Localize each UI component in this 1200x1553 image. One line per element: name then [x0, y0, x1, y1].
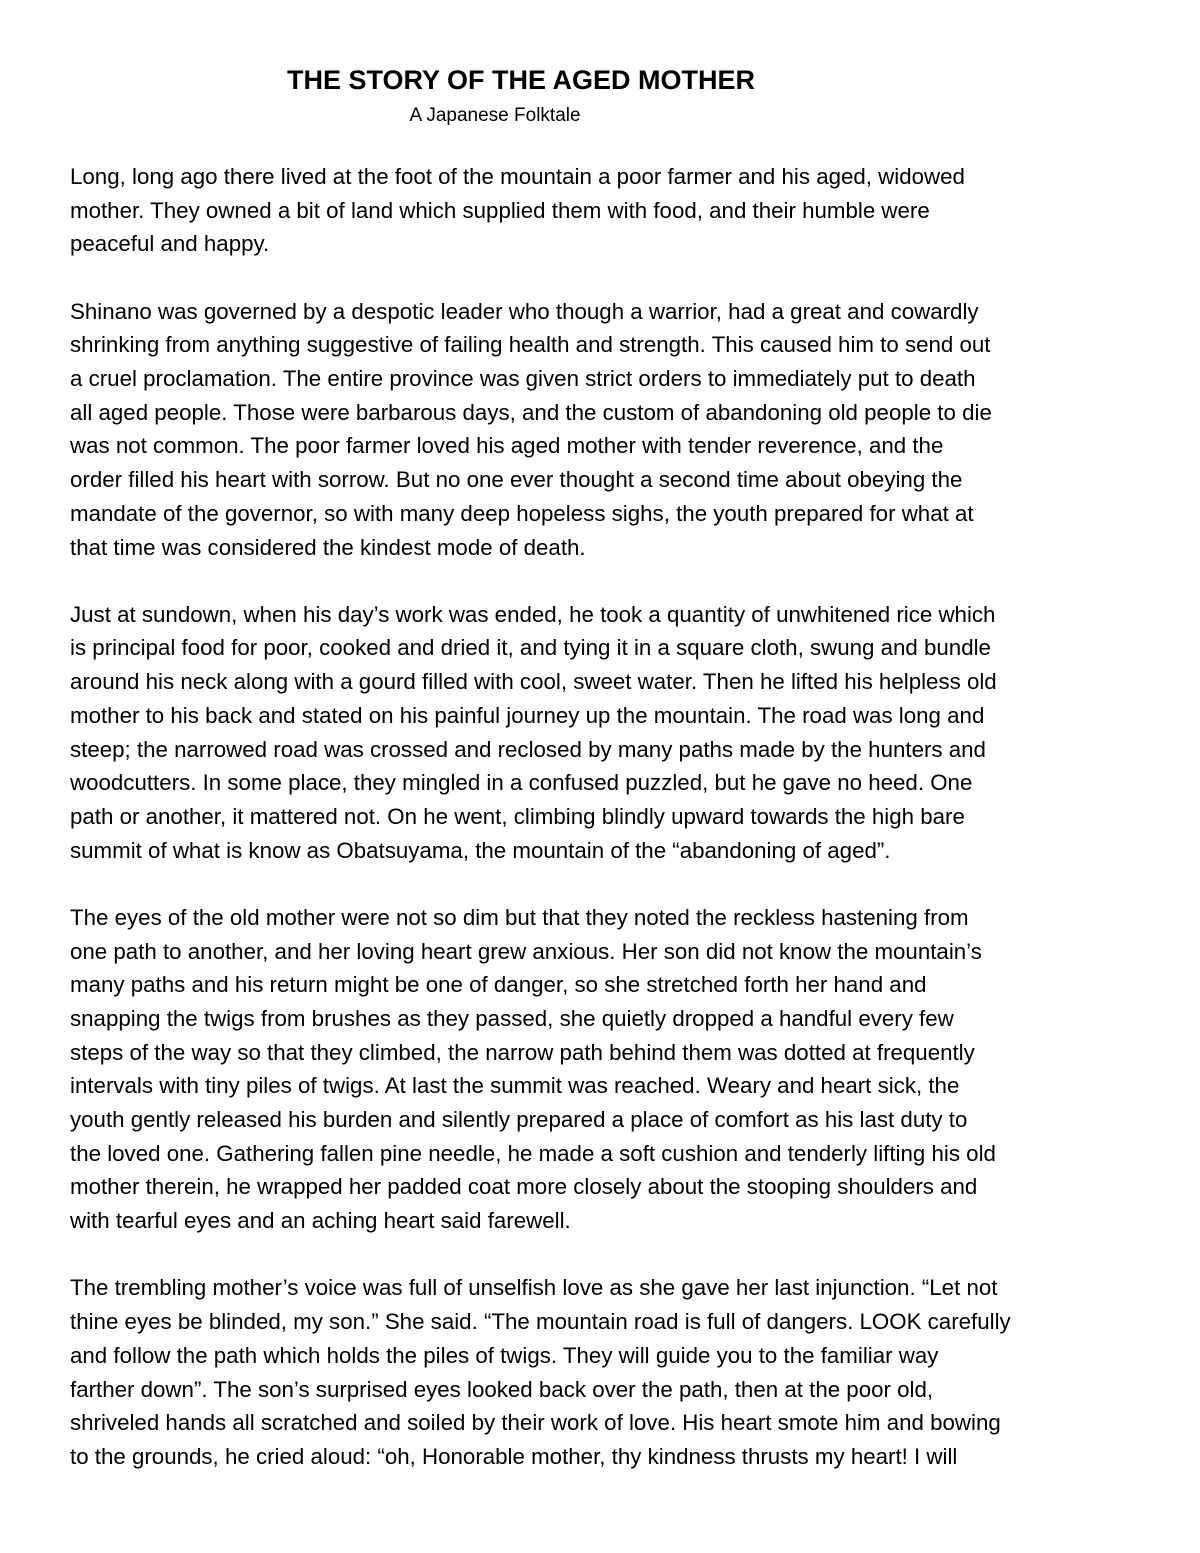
text-line: Shinano was governed by a despotic leader who though a warrior, had a great and cowardly — [70, 298, 979, 324]
paragraph-1 — [70, 160, 1145, 261]
text-line: Just at sundown, when his day’s work was ended, he took a quantity of unwhitened rice which — [70, 601, 996, 627]
text-line: thine eyes be blinded, my son.” She said. “The mountain road is full of dangers. LOOK carefully — [70, 1309, 1011, 1335]
paragraph-3 — [70, 598, 1145, 868]
text-line: and follow the path which holds the piles of twigs. They will guide you to the familiar way — [70, 1342, 939, 1368]
text-line: farther down”. The son’s surprised eyes looked back over the path, then at the poor old, — [70, 1376, 934, 1402]
text-line: the loved one. Gathering fallen pine needle, he made a soft cushion and tenderly lifting his old — [70, 1140, 996, 1166]
text-line: steep; the narrowed road was crossed and reclosed by many paths made by the hunters and — [70, 736, 986, 762]
text-line: steps of the way so that they climbed, the narrow path behind them was dotted at frequently — [70, 1039, 975, 1065]
text-line: intervals with tiny piles of twigs. At last the summit was reached. Weary and heart sick, the — [70, 1073, 960, 1099]
document-subtitle: A Japanese Folktale — [409, 105, 581, 126]
document-title: THE STORY OF THE AGED MOTHER — [286, 65, 756, 95]
text-line: The trembling mother’s voice was full of unselfish love as she gave her last injunction. “Let not — [70, 1275, 998, 1301]
text-line: with tearful eyes and an aching heart said farewell. — [70, 1208, 571, 1234]
text-line: mother. They owned a bit of land which supplied them with food, and their humble were — [70, 197, 930, 223]
text-line: shrinking from anything suggestive of failing health and strength. This caused him to send out — [70, 332, 991, 358]
text-line: summit of what is know as Obatsuyama, the mountain of the “abandoning of aged”. — [70, 837, 891, 863]
paragraph-2 — [70, 295, 1145, 565]
text-line: path or another, it mattered not. On he went, climbing blindly upward towards the high bare — [70, 803, 965, 829]
paragraph-4 — [70, 901, 1145, 1238]
text-line: shriveled hands all scratched and soiled by their work of love. His heart smote him and bowing — [70, 1410, 1001, 1436]
text-line: is principal food for poor, cooked and dried it, and tying it in a square cloth, swung and bundle — [70, 635, 991, 661]
text-line: snapping the twigs from brushes as they passed, she quietly dropped a handful every few — [70, 1005, 954, 1031]
text-line: mother therein, he wrapped her padded coat more closely about the stooping shoulders and — [70, 1174, 978, 1200]
text-line: all aged people. Those were barbarous days, and the custom of abandoning old people to die — [70, 399, 992, 425]
text-line: mother to his back and stated on his painful journey up the mountain. The road was long and — [70, 702, 985, 728]
text-line: to the grounds, he cried aloud: “oh, Honorable mother, thy kindness thrusts my heart! I will — [70, 1443, 958, 1469]
text-line: was not common. The poor farmer loved his aged mother with tender reverence, and the — [70, 433, 944, 459]
document-body — [70, 160, 1145, 1540]
text-line: Long, long ago there lived at the foot of the mountain a poor farmer and his aged, widowed — [70, 164, 965, 189]
text-line: mandate of the governor, so with many deep hopeless sighs, the youth prepared for what at — [70, 500, 974, 526]
text-line: peaceful and happy. — [70, 231, 270, 257]
text-line: one path to another, and her loving heart grew anxious. Her son did not know the mountain’s — [70, 938, 982, 964]
text-line: many paths and his return might be one of danger, so she stretched forth her hand and — [70, 972, 927, 998]
text-line: woodcutters. In some place, they mingled in a confused puzzled, but he gave no heed. One — [70, 770, 973, 796]
text-line: that time was considered the kindest mode of death. — [70, 534, 586, 560]
text-line: a cruel proclamation. The entire province was given strict orders to immediately put to death — [70, 366, 976, 392]
paragraph-5 — [70, 1271, 1145, 1473]
text-line: around his neck along with a gourd filled with cool, sweet water. Then he lifted his helpless old — [70, 669, 997, 695]
text-line: order filled his heart with sorrow. But no one ever thought a second time about obeying the — [70, 467, 963, 493]
text-line: The eyes of the old mother were not so dim but that they noted the reckless hastening from — [70, 904, 969, 930]
text-line: youth gently released his burden and silently prepared a place of comfort as his last duty to — [70, 1107, 968, 1133]
